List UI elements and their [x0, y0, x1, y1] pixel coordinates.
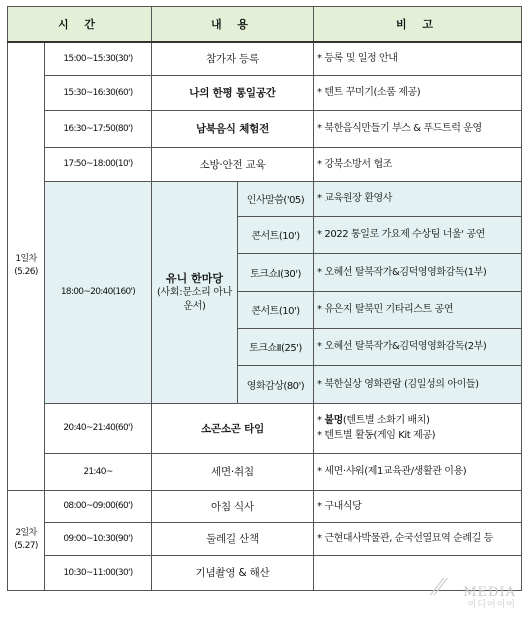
schedule-row	[8, 403, 522, 453]
note-text: 세면·샤워(제1교육관/생활관 이용)	[324, 466, 467, 477]
group-time: 18:00~20:40(160')	[45, 181, 152, 403]
row-time: 15:00~15:30(30')	[45, 42, 152, 75]
bullet: *	[317, 304, 322, 315]
schedule-row	[8, 555, 522, 590]
schedule-row	[8, 110, 522, 147]
bullet: *	[317, 378, 322, 390]
row-note	[314, 42, 522, 75]
watermark-sub: 미디어이어	[467, 600, 516, 610]
group-item-label: 콘서트(10')	[238, 291, 314, 328]
group-item-note	[314, 365, 522, 403]
schedule-table	[7, 6, 522, 591]
group-item-note	[314, 328, 522, 365]
group-item-label: 인사말씀('05)	[238, 181, 314, 216]
note-text: 텐트별 활동(게임 Kit 제공)	[324, 430, 436, 441]
bullet: *	[317, 500, 322, 512]
note-emphasis: 불멍	[324, 415, 343, 426]
bullet: *	[317, 229, 322, 240]
bullet: *	[317, 266, 322, 278]
bullet: *	[317, 341, 322, 352]
group-item-note	[314, 181, 522, 216]
row-time: 21:40~	[45, 453, 152, 490]
row-event: 참가자 등록	[152, 42, 314, 75]
watermark	[435, 576, 516, 611]
group-title: 유니 한마당	[166, 271, 223, 285]
schedule-row	[8, 42, 522, 75]
header-note: 비 고	[314, 7, 522, 43]
row-time: 17:50~18:00(10')	[45, 147, 152, 181]
day1-label: 1일차	[15, 254, 37, 265]
row-event: 기념촬영 & 해산	[152, 555, 314, 590]
schedule-row	[8, 453, 522, 490]
header-content: 내 용	[152, 7, 314, 43]
watermark-logo-icon: ⁄⁄	[435, 576, 443, 601]
day1-cell	[8, 42, 45, 490]
row-time: 10:30~11:00(30')	[45, 555, 152, 590]
group-item-label: 토크쇼Ⅰ(30')	[238, 253, 314, 291]
row-time: 20:40~21:40(60')	[45, 403, 152, 453]
row-note	[314, 522, 522, 555]
note-text: 텐트 꾸미기(소품 제공)	[324, 87, 421, 98]
bullet: *	[317, 466, 322, 477]
row-note	[314, 110, 522, 147]
bullet: *	[317, 430, 322, 441]
note-text: 불멍(텐트별 소화기 배치)	[324, 415, 430, 426]
day2-label: 2일차	[15, 528, 37, 538]
row-event: 아침 식사	[152, 490, 314, 522]
group-item-note	[314, 291, 522, 328]
note-text: 교육원장 환영사	[324, 193, 392, 204]
row-note	[314, 490, 522, 522]
group-item-label: 콘서트(10')	[238, 216, 314, 253]
row-note	[314, 403, 522, 453]
bullet: *	[317, 415, 322, 426]
group-item-note	[314, 216, 522, 253]
group-title-cell	[152, 181, 238, 403]
group-item-label: 영화감상(80')	[238, 365, 314, 403]
day2-date: (5.27)	[14, 541, 38, 551]
note-text: 북한실상 영화관람 (김일성의 아이들)	[324, 378, 479, 390]
bullet: *	[317, 158, 322, 170]
note-text: 등록 및 일정 안내	[324, 53, 398, 65]
note-text: 오혜선 탈북작가&김덕영영화감독(2부)	[324, 341, 487, 352]
row-event: 남북음식 체험전	[152, 110, 314, 147]
row-event: 소곤소곤 타임	[152, 403, 314, 453]
note-text: 근현대사박물관, 순국선열묘역 순례길 등	[324, 533, 493, 544]
note-text: 2022 통일로 가요제 수상팀 너울' 공연	[324, 229, 485, 240]
row-event: 나의 한평 통일공간	[152, 75, 314, 110]
header-time: 시 간	[8, 7, 152, 43]
note-text: 북한음식만들기 부스 & 푸드트럭 운영	[324, 123, 482, 134]
row-time: 09:00~10:30(90')	[45, 522, 152, 555]
row-time: 15:30~16:30(60')	[45, 75, 152, 110]
day2-cell	[8, 490, 45, 590]
header-row	[8, 7, 522, 43]
bullet: *	[317, 87, 322, 98]
bullet: *	[317, 53, 322, 65]
note-text: 구내식당	[324, 500, 362, 512]
note-text: 강북소방서 협조	[324, 158, 392, 170]
note-text: 유은지 탈북민 기타리스트 공연	[324, 304, 454, 315]
schedule-row	[8, 147, 522, 181]
group-row	[8, 181, 522, 216]
row-event: 세면·취침	[152, 453, 314, 490]
schedule-row	[8, 75, 522, 110]
row-event: 소방·안전 교육	[152, 147, 314, 181]
row-note	[314, 453, 522, 490]
row-note	[314, 147, 522, 181]
group-subtitle: (사회:문소리 아나운서)	[156, 286, 233, 312]
row-time: 16:30~17:50(80')	[45, 110, 152, 147]
schedule-row	[8, 522, 522, 555]
bullet: *	[317, 193, 322, 204]
group-item-note	[314, 253, 522, 291]
bullet: *	[317, 123, 322, 134]
row-note	[314, 75, 522, 110]
row-time: 08:00~09:00(60')	[45, 490, 152, 522]
bullet: *	[317, 533, 322, 544]
schedule-row	[8, 490, 522, 522]
watermark-main: MEDIA	[463, 585, 516, 600]
row-event: 둘레길 산책	[152, 522, 314, 555]
group-item-label: 토크쇼Ⅱ(25')	[238, 328, 314, 365]
day1-date: (5.26)	[14, 267, 38, 278]
note-text: 오혜선 탈북작가&김덕영영화감독(1부)	[324, 266, 487, 278]
